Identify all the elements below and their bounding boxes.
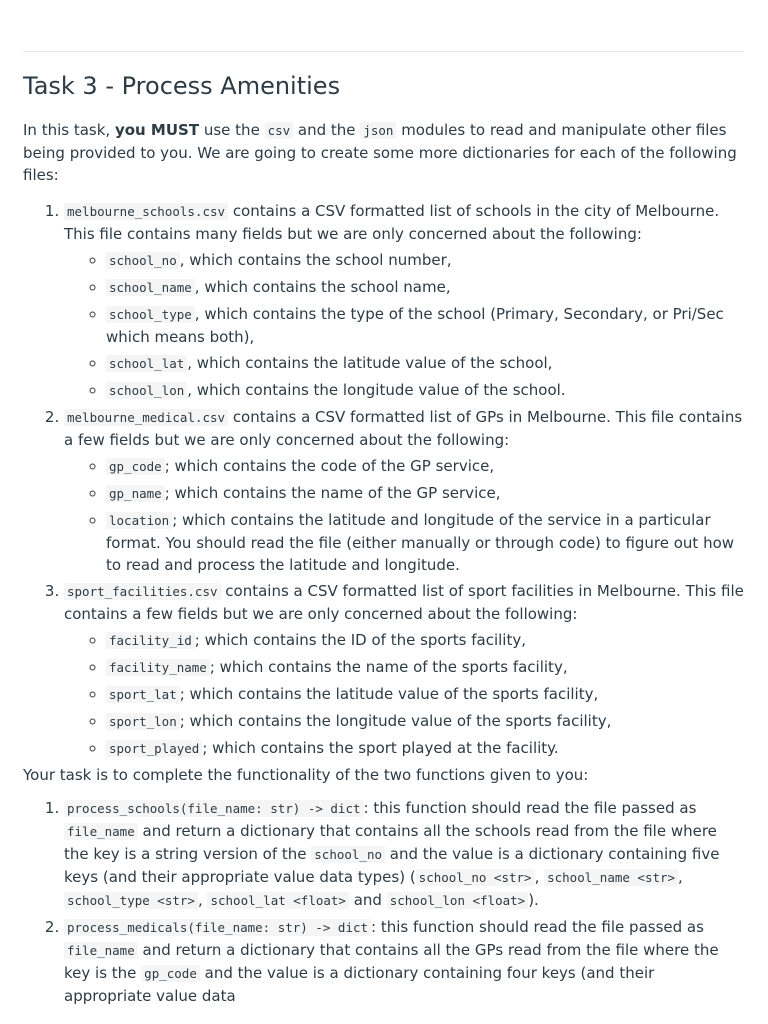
file-desc: contains a CSV formatted list of GPs in Melbourne. This file contains a few fields but we are only concerned about the following:	[64, 408, 743, 449]
function-text: and return a dictionary that contains all the GPs read from the file where the key is the	[64, 941, 719, 982]
file-name: melbourne_schools.csv	[64, 203, 228, 220]
field-item	[106, 455, 746, 478]
field-text: , which contains the school number,	[179, 251, 452, 269]
field-text: ; which contains the code of the GP service,	[164, 457, 495, 475]
inline-code: school_lat <float>	[207, 892, 348, 909]
field-code: sport_lon	[106, 713, 180, 730]
function-signature: process_medicals(file_name: str) -> dict	[64, 919, 371, 936]
field-text: ; which contains the sport played at the facility.	[202, 739, 559, 757]
field-code: school_lat	[106, 355, 187, 372]
field-text: ; which contains the ID of the sports facility,	[194, 631, 526, 649]
intro-paragraph	[23, 119, 746, 186]
field-code: school_lon	[106, 382, 187, 399]
functions-list	[23, 797, 746, 1007]
inline-code: csv	[265, 122, 294, 139]
intro-text: In this task,	[23, 121, 115, 139]
function-item-schools	[64, 797, 746, 912]
field-item	[106, 482, 746, 505]
divider	[23, 51, 744, 52]
function-signature: process_schools(file_name: str) -> dict	[64, 800, 364, 817]
separator-text: ,	[534, 868, 545, 886]
inline-code: school_no <str>	[416, 869, 535, 886]
inline-code: school_lon <float>	[387, 892, 528, 909]
file-name: sport_facilities.csv	[64, 583, 221, 600]
file-name: melbourne_medical.csv	[64, 409, 228, 426]
file-item-schools	[64, 200, 746, 402]
field-text: ; which contains the latitude value of the sports facility,	[179, 685, 599, 703]
field-code: location	[106, 512, 172, 529]
separator-text: and	[348, 891, 387, 909]
file-desc: contains a CSV formatted list of sport facilities in Melbourne. This file contains a few fields but we are only concerned about the following:	[64, 582, 744, 623]
field-code: gp_code	[106, 458, 165, 475]
field-item	[106, 352, 746, 375]
inline-code: school_name <str>	[544, 869, 678, 886]
inline-code: json	[360, 122, 396, 139]
field-text: ; which contains the name of the sports facility,	[209, 658, 568, 676]
field-code: sport_played	[106, 740, 202, 757]
field-text: , which contains the longitude value of the school.	[187, 381, 566, 399]
field-item	[106, 710, 746, 733]
intro-text: modules to read and manipulate other files being provided to you. We are going to create some more dictionaries for each of the following files:	[23, 121, 737, 184]
function-text: and return a dictionary that contains all the schools read from the file where the key is a string version of the	[64, 822, 717, 863]
function-text: and the value is a dictionary containing four keys (and their appropriate value data	[64, 964, 655, 1005]
inline-code: gp_code	[141, 965, 200, 982]
intro-text: and the	[293, 121, 361, 139]
inline-code: school_type <str>	[64, 892, 198, 909]
field-code: school_type	[106, 306, 195, 323]
field-text: , which contains the type of the school (Primary, Secondary, or Pri/Sec which means both),	[106, 305, 724, 346]
field-code: sport_lat	[106, 686, 180, 703]
file-desc: contains a CSV formatted list of schools in the city of Melbourne. This file contains many fields but we are only concerned about the following:	[64, 202, 720, 243]
field-text: , which contains the school name,	[194, 278, 451, 296]
inline-code: school_no	[311, 846, 385, 863]
inline-code: file_name	[64, 942, 138, 959]
function-text: : this function should read the file passed as	[371, 918, 704, 936]
content	[23, 119, 746, 1011]
page-title: Task 3 - Process Amenities	[23, 72, 341, 100]
intro-bold: you MUST	[114, 121, 200, 139]
field-code: facility_name	[106, 659, 210, 676]
field-item	[106, 629, 746, 652]
task-intro: Your task is to complete the functionality of the two functions given to you:	[23, 766, 589, 784]
field-item	[106, 656, 746, 679]
field-item	[106, 509, 746, 576]
field-code: school_no	[106, 252, 180, 269]
field-text: , which contains the latitude value of the school,	[187, 354, 553, 372]
field-list	[64, 455, 746, 576]
field-item	[106, 737, 746, 760]
file-item-sport	[64, 580, 746, 760]
field-code: school_name	[106, 279, 195, 296]
field-item	[106, 303, 746, 348]
function-text: ).	[528, 891, 539, 909]
files-list	[23, 200, 746, 760]
field-code: gp_name	[106, 485, 165, 502]
field-list	[64, 249, 746, 402]
function-item-medicals	[64, 916, 746, 1007]
field-item	[106, 683, 746, 706]
inline-code: file_name	[64, 823, 138, 840]
separator-text: ,	[678, 868, 683, 886]
field-item	[106, 249, 746, 272]
field-code: facility_id	[106, 632, 195, 649]
field-text: ; which contains the latitude and longitude of the service in a particular format. You should read the file (either manually or through code) to figure out how to read and process the latitude and longitude.	[106, 511, 735, 574]
field-text: ; which contains the name of the GP service,	[164, 484, 501, 502]
function-text: and the value is a dictionary containing five keys (and their appropriate value data types) (	[64, 845, 720, 886]
file-item-medical	[64, 406, 746, 576]
field-item	[106, 276, 746, 299]
function-text: : this function should read the file passed as	[363, 799, 697, 817]
intro-text: use the	[199, 121, 265, 139]
field-text: ; which contains the longitude value of the sports facility,	[179, 712, 612, 730]
field-item	[106, 379, 746, 402]
separator-text: ,	[197, 891, 208, 909]
field-list	[64, 629, 746, 760]
